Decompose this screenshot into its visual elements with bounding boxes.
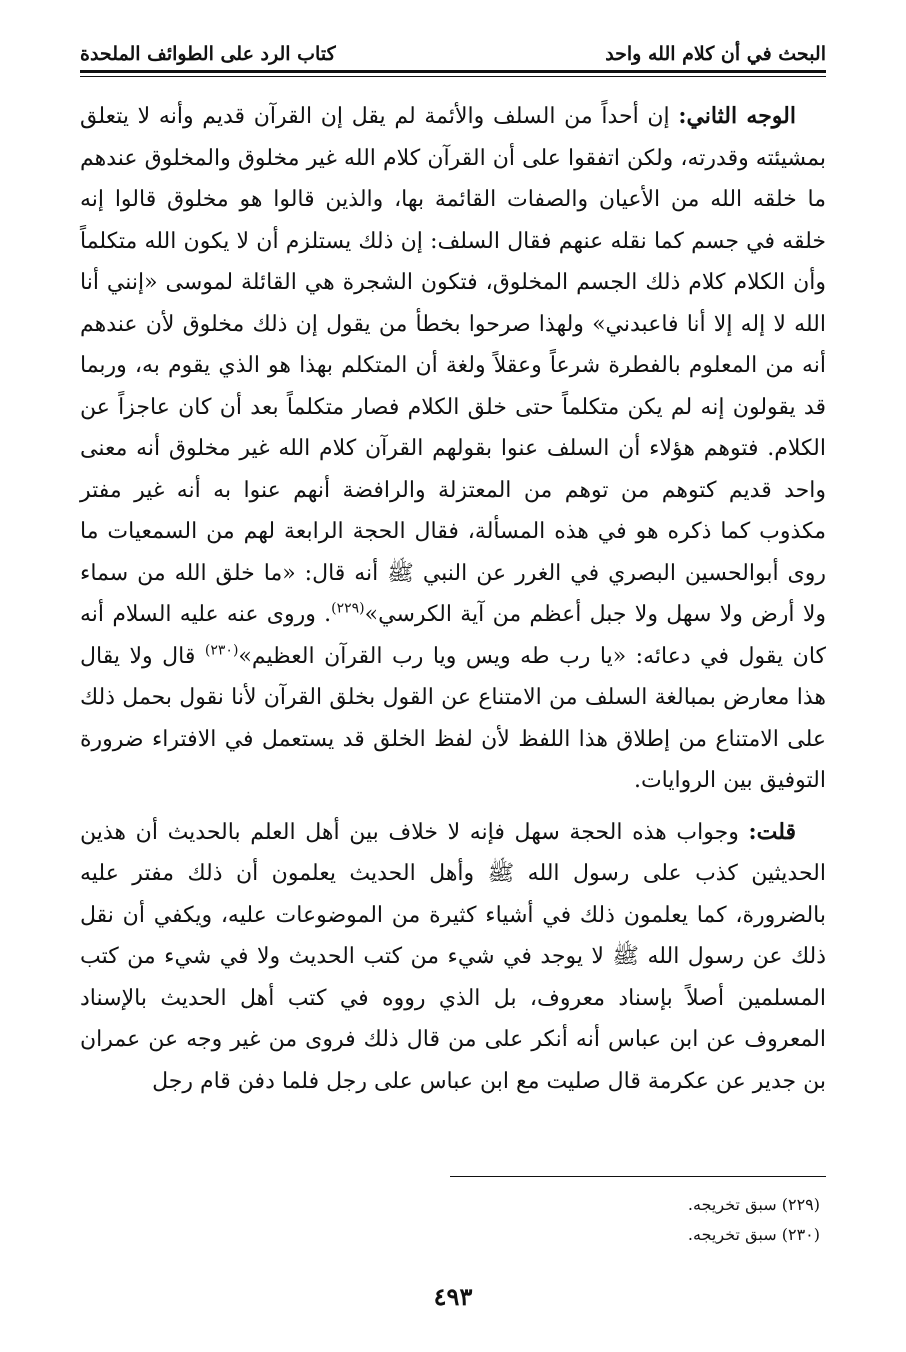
paragraph-lead: قلت: [748,818,796,845]
page-number: ٤٩٣ [433,1282,473,1311]
running-header [80,34,826,74]
paragraph-text: قال ولا يقال هذا معارض بمبالغة السلف من الامتناع عن القول بخلق القرآن لأنا نقول بحمل ذلك على الامتناع من إطلاق هذا اللفظ لأن لفظ الخلق قد يستعمل في الافتراء ضرورة التوفيق بين الروايات. [80,643,826,793]
footnote-separator [450,1176,826,1177]
paragraph-second-aspect [80,96,826,802]
paragraph-text: . وروى عنه عليه السلام أنه كان يقول في دعائه: «يا رب طه ويس ويا رب القرآن العظيم» [80,602,827,669]
header-chapter-title: البحث في أن كلام الله واحد [605,43,826,65]
paragraph-lead: الوجه الثاني: [678,103,796,129]
footnote: (٢٢٩) سبق تخريجه. [687,1195,820,1214]
footnote-reference: (٢٢٩) [331,600,365,617]
header-book-title: كتاب الرد على الطوائف الملحدة [80,43,336,65]
footnote: (٢٣٠) سبق تخريجه. [687,1225,820,1244]
footnote-reference: (٢٣٠) [204,642,239,659]
header-rule-thick [80,70,826,73]
header-rule-thin [80,76,826,77]
paragraph-text: إن أحداً من السلف والأئمة لم يقل إن القرآن قديم وأنه لا يتعلق بمشيئته وقدرته، ولكن اتفقوا على أن القرآن كلام الله غير مخلوق والمخلوق عندهم ما خلقه الله من الأعيان والصفات القائمة بها، والذين قالوا هو مخلوق قالوا إنه خلقه في جسم كما نقله عنهم فقال السلف: إن ذلك يستلزم أن لا يكون الله متكلماً وأن الكلام كلام ذلك الجسم المخلوق، فتكون الشجرة هي القائلة لموسى «إنني أنا الله لا إله إلا أنا فاعبدني» ولهذا صرحوا بخطأ من يقول إن ذلك مخلوق لأن عندهم أنه من المعلوم بالفطرة شرعاً وعقلاً ولغة أن المتكلم بهذا هو الذي يقوم به، وربما قد يقولون إنه لم يكن متكلماً حتى خلق الكلام فصار متكلماً بعد أن كان عاجزاً عن الكلام. فتوهم هؤلاء أن السلف عنوا بقولهم القرآن كلام الله غير مخلوق أنه معنى واحد قديم كتوهم من توهم من المعتزلة والرافضة أنهم عنوا به أنه غير مفتر مكذوب كما ذكره هو في هذه المسألة، فقال الحجة الرابعة لهم من السمعيات ما روى أبوالحسين البصري في الغرر عن النبي ﷺ أنه قال: «ما خلق الله من سماء ولا أرض ولا سهل ولا جبل أعظم من آية الكرسي» [80,104,826,627]
paragraph-reply [80,812,826,1103]
body-text [80,96,826,1156]
paragraph-text: وجواب هذه الحجة سهل فإنه لا خلاف بين أهل العلم بالحديث أن هذين الحديثين كذب على رسول الله ﷺ وأهل الحديث يعلمون أن ذلك مفتر عليه بالضرورة، كما يعلمون ذلك في أشياء كثيرة من الموضوعات عليه، ويكفي أن نقل ذلك عن رسول الله ﷺ لا يوجد في شيء من كتب الحديث ولا في شيء من كتب المسلمين أصلاً بإسناد معروف، بل الذي رووه في كتب أهل الحديث بالإسناد المعروف عن ابن عباس أنه أنكر على من قال ذلك فروى من غير وجه عن عمران بن جدير عن عكرمة قال صليت مع ابن عباس على رجل فلما دفن قام رجل [80,819,826,1094]
footnotes [80,1190,826,1250]
